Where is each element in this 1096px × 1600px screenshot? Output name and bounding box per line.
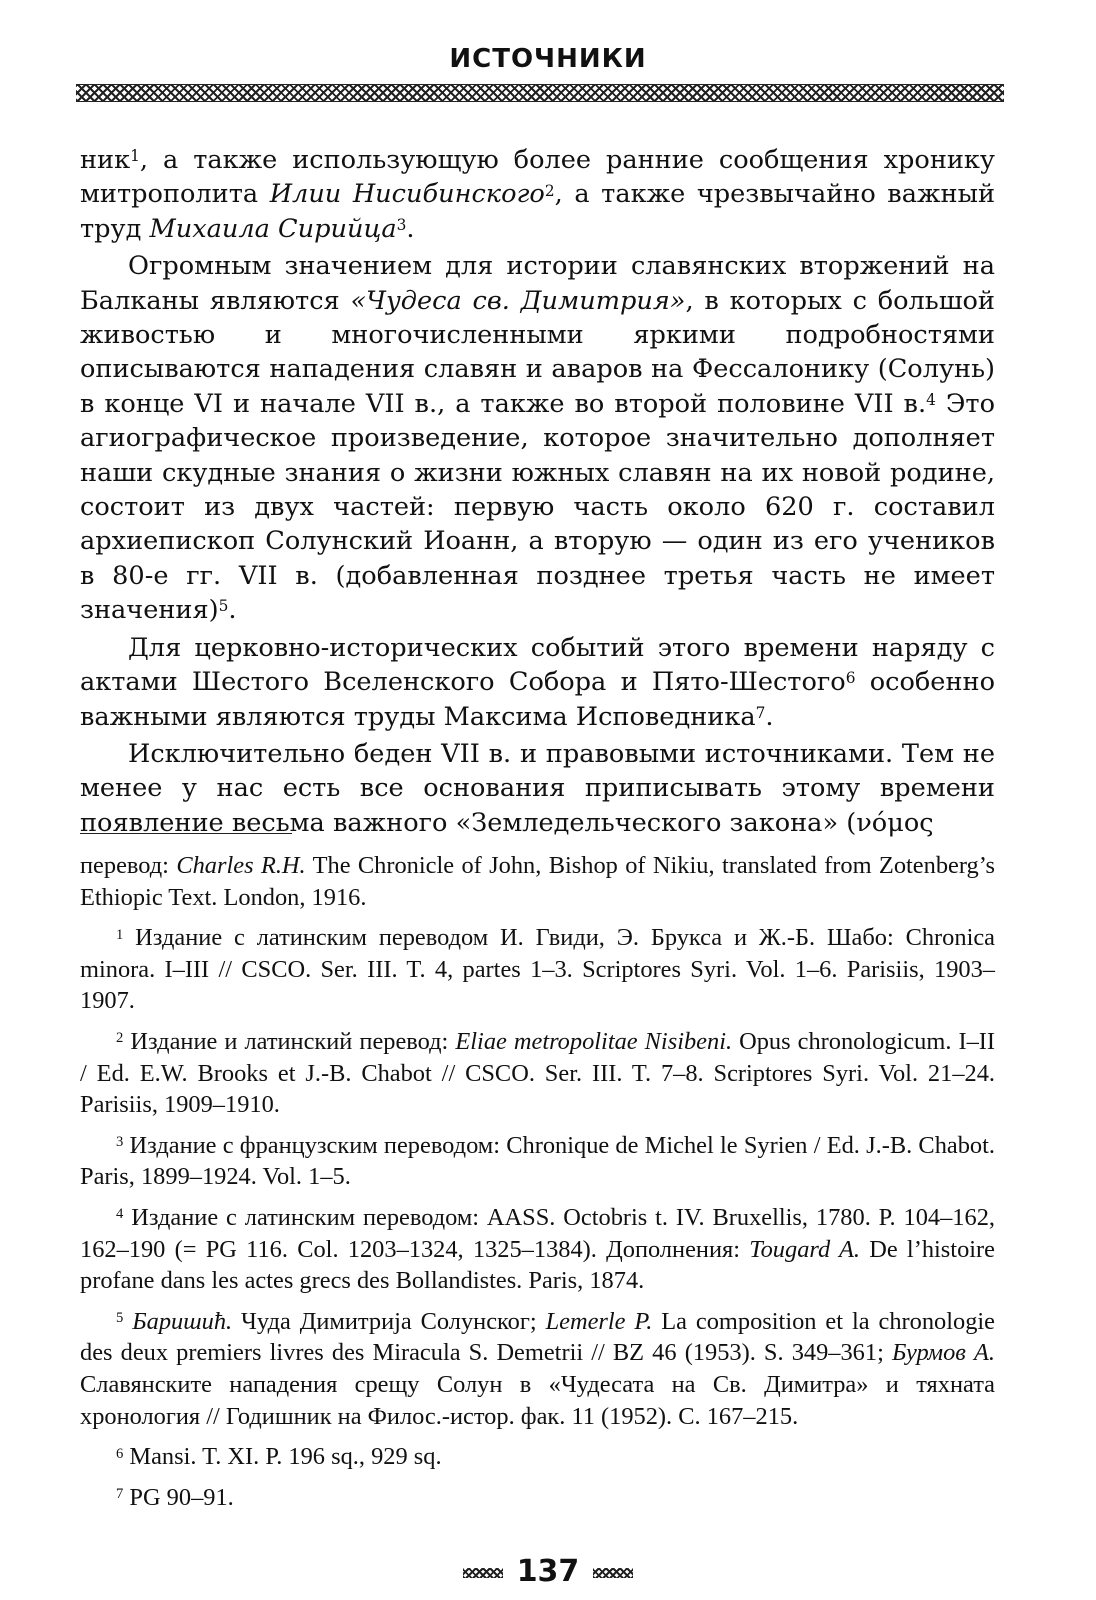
main-text xyxy=(80,143,995,840)
author-name: Илии Нисибинского xyxy=(269,179,545,210)
footnote-5 xyxy=(80,1306,995,1432)
paragraph-3 xyxy=(80,631,995,734)
footnote-number: 4 xyxy=(116,1206,124,1223)
author-name: Бурмов А. xyxy=(891,1339,995,1367)
footnote-ref-7[interactable]: 7 xyxy=(755,703,766,722)
text-run: . xyxy=(406,213,415,244)
footer-ornament-right xyxy=(593,1568,633,1578)
text-run: перевод: xyxy=(80,852,177,879)
footnote-3 xyxy=(80,1130,995,1193)
work-title: Eliae metropolitae Nisibeni. xyxy=(455,1027,733,1055)
text-run: . xyxy=(765,701,774,732)
footnote-number: 1 xyxy=(116,926,124,943)
page-number: 137 xyxy=(516,1554,580,1589)
text-run: De l’histoire profane dans les actes grecs des Bollandistes. Paris, 1874. xyxy=(80,1235,995,1295)
work-title: «Чудеса св. Димитрия» xyxy=(350,285,686,316)
footnote-ref-1[interactable]: 1 xyxy=(130,147,140,166)
text-run: Исключительно беден VII в. и правовыми источниками. Тем не менее у нас есть все основания приписывать этому времени появление весьма важного «Земледельческого закона» (νόμος xyxy=(80,738,995,838)
text-run: , а также использующую более ранние сообщения хронику митрополита xyxy=(80,145,995,210)
text-run: Это агиографическое произведение, которое значительно дополняет наши скудные знания о жизни южных славян на их новой родине, состоит из двух частей: первую часть около 620 г. составил архиепископ Солунский Иоанн, а вторую — один из его учеников в 80-е гг. VII в. (добавленная позднее третья часть не имеет значения) xyxy=(80,388,995,626)
text-run: . xyxy=(228,595,237,626)
author-name: Михаила Сирийца xyxy=(149,213,397,244)
footnote-ref-3[interactable]: 3 xyxy=(396,215,407,234)
footnote-6 xyxy=(80,1441,995,1473)
footnote-ref-2[interactable]: 2 xyxy=(544,181,555,200)
author-name: Lemerle P. xyxy=(545,1307,653,1335)
footnote-ref-6[interactable]: 6 xyxy=(845,669,856,688)
text-run: Славянските нападения срещу Солун в «Чудесата на Св. Димитра» и тяхната хронология // Годишник на Филос.-истор. фак. 11 (1952). С. 167–215. xyxy=(80,1370,995,1430)
text-run: Издание и латинский перевод: xyxy=(123,1027,456,1055)
footnote-number: 5 xyxy=(116,1310,124,1327)
author-name: Charles R.H. xyxy=(176,852,306,879)
text-run: PG 90–91. xyxy=(123,1483,234,1511)
text-run: La composition et la chronologie des deux premiers livres des Miracula S. Demetrii // BZ 46 (1953). S. 349–361; xyxy=(80,1307,995,1367)
text-run: ник xyxy=(80,145,131,175)
text-run: , а также чрезвычайно важный труд xyxy=(80,179,996,244)
text-run: Издание с французским переводом: Chronique de Michel le Syrien / Ed. J.-B. Chabot. Paris, 1899–1924. Vol. 1–5. xyxy=(80,1131,995,1191)
paragraph-2 xyxy=(80,249,995,627)
footnote-2 xyxy=(80,1026,995,1121)
footnote-separator xyxy=(80,833,292,834)
text-run: Издание с латинским переводом: AASS. Octobris t. IV. Bruxellis, 1780. P. 104–162, 162–190 (= PG 116. Col. 1203–1324, 1325–1384). Дополнения: xyxy=(80,1203,995,1263)
text-run: Opus chronologicum. I–II / Ed. E.W. Brooks et J.-B. Chabot // CSCO. Ser. III. T. 7–8. Scriptores Syri. Vol. 21–24. Parisiis, 1909–1910. xyxy=(80,1027,996,1119)
footnote-7 xyxy=(80,1482,995,1514)
footnote-ref-4[interactable]: 4 xyxy=(926,390,936,409)
footnote-ref-5[interactable]: 5 xyxy=(218,597,229,616)
footnote-number: 6 xyxy=(116,1445,124,1462)
text-run: The Chronicle of John, Bishop of Nikiu, translated from Zotenberg’s Ethiopic Text. London, 1916. xyxy=(80,852,995,911)
running-header: ИСТОЧНИКИ xyxy=(449,44,647,74)
text-run: Для церковно-исторических событий этого времени наряду с актами Шестого Вселенского Собора и Пято-Шестого xyxy=(80,632,995,698)
paragraph-4 xyxy=(80,737,995,840)
paragraph-1 xyxy=(80,143,995,246)
footnote-continuation xyxy=(80,850,995,913)
text-run: , в которых с большой живостью и многочисленными яркими подробностями описываются нападения славян и аваров на Фессалонику (Солунь) в конце VI и начале VII в., а также во второй половине VII в. xyxy=(80,285,995,419)
footnote-number: 2 xyxy=(116,1030,124,1047)
footer-ornament-left xyxy=(463,1568,503,1578)
footnote-1 xyxy=(80,922,995,1017)
author-name: Баришић. xyxy=(132,1307,233,1335)
text-run: Издание с латинским переводом И. Гвиди, Э. Брукса и Ж.-Б. Шабо: Chronica minora. I–III // CSCO. Ser. III. T. 4, partes 1–3. Scriptores Syri. Vol. 1–6. Parisiis, 1903–1907. xyxy=(80,924,995,1015)
text-run: Огромным значением для истории славянских вторжений на Балканы являются xyxy=(80,251,995,316)
footnotes xyxy=(80,850,995,1522)
footnote-number: 7 xyxy=(116,1486,124,1503)
header-ornament-border xyxy=(76,84,1004,102)
author-name: Tougard A. xyxy=(749,1235,860,1263)
text-run: Mansi. T. XI. P. 196 sq., 929 sq. xyxy=(123,1443,442,1471)
text-run: особенно важными являются труды Максима Исповедника xyxy=(80,667,995,732)
footnote-number: 3 xyxy=(116,1134,124,1151)
page-footer xyxy=(0,1554,1096,1590)
footnote-4 xyxy=(80,1202,995,1297)
text-run: Чуда Димитриjа Солунског; xyxy=(232,1307,546,1335)
